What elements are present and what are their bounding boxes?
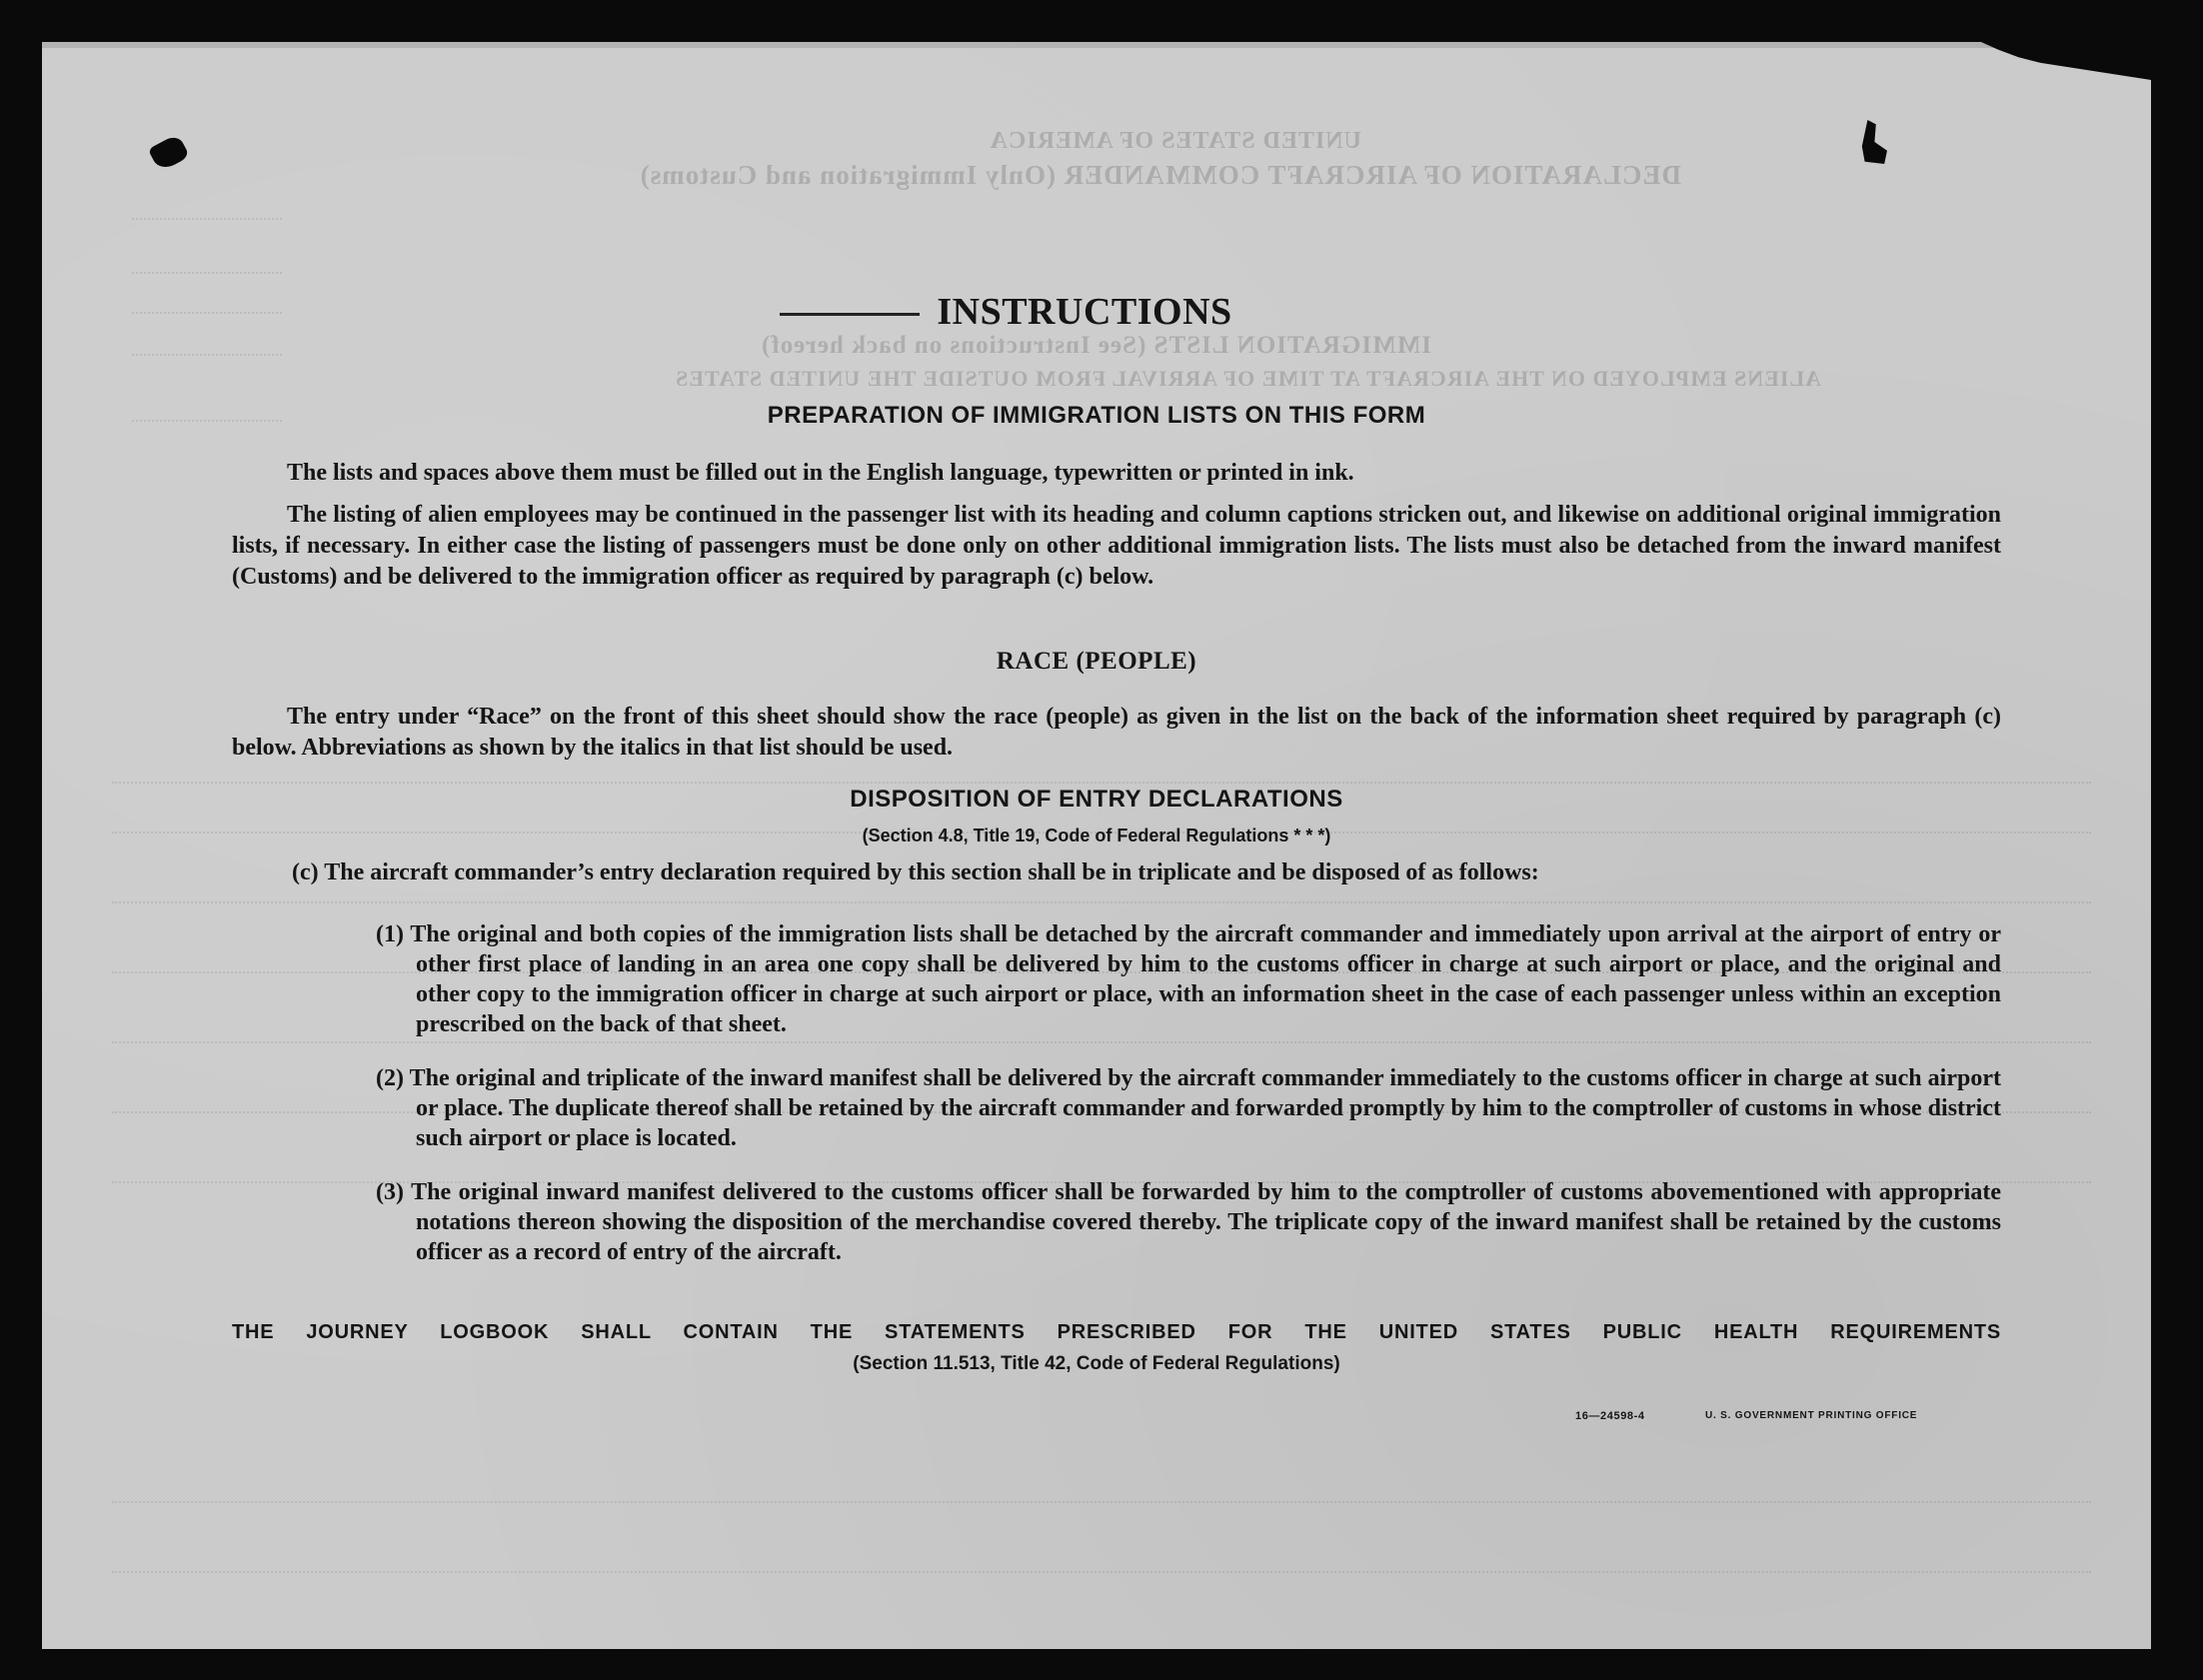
disposition-intro xyxy=(292,857,2001,888)
item-number: (3) xyxy=(376,1179,404,1205)
disposition-item-2 xyxy=(376,1063,2001,1153)
document-page xyxy=(42,42,2151,1649)
form-code: 16—24598-4 xyxy=(1575,1410,1645,1422)
instructions-content xyxy=(42,42,2151,1649)
item-text: The original and triplicate of the inward manifest shall be delivered by the aircraft commander immediately to the customs officer in charge at such airport or place. The duplicate thereof shall be retained by the aircraft commander and forwarded promptly by him to the comptroller of customs in whose district such airport or place is located. xyxy=(409,1065,2001,1151)
bleed-through-line: UNITED STATES OF AMERICA xyxy=(989,128,1361,154)
disposition-heading: DISPOSITION OF ENTRY DECLARATIONS xyxy=(850,786,1343,813)
preparation-paragraph-2: The listing of alien employees may be continued in the passenger list with its heading and column captions stricken out, and likewise on additional original immigration lists, if necessary. In either case the listing of passengers must be done only on other additional immigration lists. The lists must also be detached from the inward manifest (Customs) and be delivered to the immigration officer as required by paragraph (c) below. xyxy=(232,502,2001,590)
paragraph-label: (c) xyxy=(292,859,319,885)
bleed-through-line: IMMIGRATION LISTS (See Instructions on back hereof) xyxy=(761,332,1431,359)
public-health-statement: THE JOURNEY LOGBOOK SHALL CONTAIN THE STATEMENTS PRESCRIBED FOR THE UNITED STATES PUBLIC HEALTH REQUIREMENTS xyxy=(232,1321,2001,1343)
public-health-citation: (Section 11.513, Title 42, Code of Federal Regulations) xyxy=(853,1353,1340,1374)
disposition-intro-text: The aircraft commander’s entry declaration required by this section shall be in triplicate and be disposed of as follows: xyxy=(324,859,1539,885)
item-number: (2) xyxy=(376,1065,404,1091)
bleed-through-line: DECLARATION OF AIRCRAFT COMMANDER (Only Immigration and Customs) xyxy=(639,160,1681,190)
item-number: (1) xyxy=(376,921,404,947)
item-text: The original and both copies of the immigration lists shall be detached by the aircraft commander and immediately upon arrival at the airport of entry or other first place of landing in an area one copy shall be delivered by him to the customs officer in charge at such airport or place, and the original and other copy to the immigration officer in charge at such airport or place, with an information sheet in the case of each passenger unless within an exception prescribed on the back of that sheet. xyxy=(410,921,2001,1037)
page-title: INSTRUCTIONS xyxy=(937,291,1232,333)
disposition-item-3 xyxy=(376,1177,2001,1267)
printer-imprint: U. S. GOVERNMENT PRINTING OFFICE xyxy=(1705,1410,1918,1421)
race-heading: RACE (PEOPLE) xyxy=(996,648,1197,675)
bleed-through-line: ALIENS EMPLOYED ON THE AIRCRAFT AT TIME OF ARRIVAL FROM OUTSIDE THE UNITED STATES xyxy=(675,366,1821,391)
item-text: The original inward manifest delivered to the customs officer shall be forwarded by him to the comptroller of customs abovementioned with appropriate notations thereon showing the disposition of the merchandise covered thereby. The triplicate copy of the inward manifest shall be retained by the customs officer as a record of entry of the aircraft. xyxy=(411,1179,2001,1265)
disposition-item-1 xyxy=(376,919,2001,1039)
preparation-heading: PREPARATION OF IMMIGRATION LISTS ON THIS FORM xyxy=(767,402,1426,429)
preparation-paragraph-1: The lists and spaces above them must be filled out in the English language, typewritten or printed in ink. xyxy=(287,460,1354,486)
race-paragraph: The entry under “Race” on the front of this sheet should show the race (people) as given in the list on the back of the information sheet required by paragraph (c) below. Abbreviations as shown by the italics in that list should be used. xyxy=(232,704,2001,761)
disposition-citation: (Section 4.8, Title 19, Code of Federal Regulations * * *) xyxy=(862,826,1331,845)
